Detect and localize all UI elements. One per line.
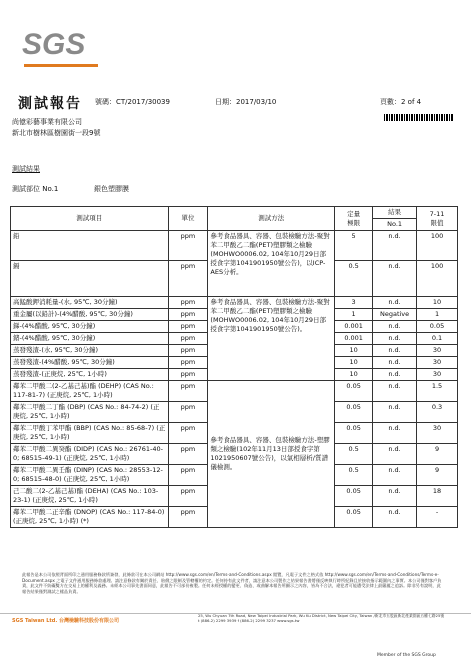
cell-result: n.d.	[373, 507, 417, 528]
report-date	[215, 97, 276, 107]
report-date-label: 日期：	[215, 98, 236, 106]
cell-unit: ppm	[168, 321, 208, 333]
cell-unit: ppm	[168, 369, 208, 381]
cell-result: n.d.	[373, 357, 417, 369]
cell-method-2: 參考食品器具、容器、包裝檢驗方法-聚對苯二甲酸乙二酯(PET)塑膠類之檢驗(MOHWO0006.02, 104年10月29日部授食字第1041901950號公告)。	[208, 297, 335, 381]
header-mdl-line2: 極限	[347, 218, 361, 227]
sgs-logo	[22, 20, 102, 70]
cell-mdl: 0.5	[335, 261, 373, 297]
header-result-line2: No.1	[373, 219, 417, 231]
section-title: 測試結果	[12, 165, 40, 173]
footer-contact: t (886-2) 2299 3939 f (886-2) 2299 3237 www.sgs.tw	[198, 618, 300, 623]
cell-limit: 0.05	[417, 321, 458, 333]
cell-limit: 30	[417, 423, 458, 444]
header-method: 測試方法	[208, 207, 335, 231]
cell-unit: ppm	[168, 486, 208, 507]
part-description: 銀色塑膠膜	[94, 185, 129, 193]
company-address: 新北市樹林區樹園街一段9號	[12, 129, 101, 137]
cell-item: 己二酸二(2-乙基己基)酯 (DEHA) (CAS No.: 103-23-1) (正庚烷, 25℃, 1小時)	[11, 486, 169, 507]
cell-mdl: 0.5	[335, 465, 373, 486]
cell-result: n.d.	[373, 444, 417, 465]
cell-limit: 0.3	[417, 402, 458, 423]
footer-address-block	[198, 613, 444, 623]
cell-method-3: 參考食品器具、容器、包裝檢驗方法-塑膠類之檢驗(102年11月13日部授食字第1021950607號公告)，以氣相層析/質譜儀檢測。	[208, 381, 335, 528]
cell-mdl: 0.05	[335, 381, 373, 402]
cell-item: 鍺-(4%醋酸, 95℃, 30分鐘)	[11, 333, 169, 345]
cell-mdl: 10	[335, 369, 373, 381]
cell-result: n.d.	[373, 333, 417, 345]
cell-unit: ppm	[168, 444, 208, 465]
page-label: 頁數：	[380, 98, 401, 106]
cell-mdl: 0.05	[335, 486, 373, 507]
cell-limit: 0.1	[417, 333, 458, 345]
cell-limit: 100	[417, 261, 458, 297]
report-number	[95, 97, 170, 107]
cell-unit: ppm	[168, 333, 208, 345]
cell-item: 鄰苯二甲酸二異壬酯 (DINP) (CAS No.: 28553-12-0; 68515-48-0) (正庚烷, 25℃, 1小時)	[11, 465, 169, 486]
results-table	[10, 206, 458, 528]
header-limit-line1: 7-11	[429, 209, 445, 218]
table-row	[11, 297, 458, 309]
cell-result: Negative	[373, 309, 417, 321]
cell-item: 鄰苯二甲酸二(2-乙基己基)酯 (DEHP) (CAS No.: 117-81-7) (正庚烷, 25℃, 1小時)	[11, 381, 169, 402]
cell-limit: 10	[417, 297, 458, 309]
cell-limit: 9	[417, 465, 458, 486]
cell-item: 蒸發殘渣-(水, 95℃, 30分鐘)	[11, 345, 169, 357]
cell-method-1: 參考食品器具、容器、包裝檢驗方法-聚對苯二甲酸乙二酯(PET)塑膠類之檢驗(MOHWO0006.02, 104年10月29日部授食字第1041901950號公告)，以ICP-AES分析。	[208, 231, 335, 297]
cell-unit: ppm	[168, 261, 208, 297]
cell-limit: 30	[417, 357, 458, 369]
header-limit	[417, 207, 458, 231]
cell-unit: ppm	[168, 423, 208, 444]
cell-unit: ppm	[168, 465, 208, 486]
cell-result: n.d.	[373, 381, 417, 402]
cell-unit: ppm	[168, 297, 208, 309]
footer-address: 25, Wu Chyuan 7th Road, New Taipei Industrial Park, Wu Ku District, New Taipei City, Taiwan /新北市五股區新北產業園區五權七路25號	[198, 613, 445, 618]
cell-item: 鎘	[11, 261, 169, 297]
cell-unit: ppm	[168, 402, 208, 423]
cell-unit: ppm	[168, 381, 208, 402]
report-no-value: CT/2017/30039	[116, 98, 170, 106]
cell-mdl: 1	[335, 309, 373, 321]
header-mdl-line1: 定量	[347, 209, 361, 218]
cell-limit: 30	[417, 345, 458, 357]
cell-limit: 9	[417, 444, 458, 465]
table-header-row	[11, 207, 458, 219]
cell-result: n.d.	[373, 345, 417, 357]
cell-limit: 1.5	[417, 381, 458, 402]
cell-item: 銻-(4%醋酸, 95℃, 30分鐘)	[11, 321, 169, 333]
report-title: 測試報告	[18, 96, 82, 112]
header-result-line1: 結果	[373, 207, 417, 219]
cell-result: n.d.	[373, 231, 417, 261]
cell-item: 蒸發殘渣-(4%醋酸, 95℃, 30分鐘)	[11, 357, 169, 369]
cell-item: 蒸發殘渣-(正庚烷, 25℃, 1小時)	[11, 369, 169, 381]
table-row	[11, 231, 458, 261]
cell-item: 鄰苯二甲酸丁苯甲酯 (BBP) (CAS No.: 85-68-7) (正庚烷, 25℃, 1小時)	[11, 423, 169, 444]
cell-unit: ppm	[168, 345, 208, 357]
report-no-label: 號碼：	[95, 98, 116, 106]
cell-limit: 18	[417, 486, 458, 507]
header-limit-line2: 限值	[430, 218, 444, 227]
cell-result: n.d.	[373, 261, 417, 297]
page-value: 2 of 4	[401, 98, 422, 106]
cell-item: 高錳酸鉀消耗量-(水, 95℃, 30分鐘)	[11, 297, 169, 309]
cell-item: 鄰苯二甲酸二丁酯 (DBP) (CAS No.: 84-74-2) (正庚烷, 25℃, 1小時)	[11, 402, 169, 423]
cell-mdl: 0.5	[335, 444, 373, 465]
cell-result: n.d.	[373, 402, 417, 423]
barcode	[384, 114, 454, 121]
logo-text: SGS	[22, 28, 86, 61]
cell-mdl: 10	[335, 357, 373, 369]
cell-mdl: 10	[335, 345, 373, 357]
cell-limit: 100	[417, 231, 458, 261]
cell-unit: ppm	[168, 507, 208, 528]
cell-limit: 30	[417, 369, 458, 381]
footer-company: SGS Taiwan Ltd. 台灣檢驗科技股份有限公司	[12, 618, 119, 624]
cell-limit: -	[417, 507, 458, 528]
cell-item: 重金屬(以鉛計)-(4%醋酸, 95℃, 30分鐘)	[11, 309, 169, 321]
cell-result: n.d.	[373, 297, 417, 309]
cell-mdl: 5	[335, 231, 373, 261]
cell-unit: ppm	[168, 309, 208, 321]
page-indicator	[380, 97, 421, 107]
logo-underline	[24, 64, 98, 67]
cell-mdl: 0.05	[335, 423, 373, 444]
cell-unit: ppm	[168, 357, 208, 369]
report-date-value: 2017/03/10	[236, 98, 277, 106]
cell-mdl: 0.05	[335, 507, 373, 528]
cell-result: n.d.	[373, 423, 417, 444]
header-mdl	[335, 207, 373, 231]
disclaimer-text: 此報告是本公司依照背面所印之通用服務條款所簽發，此條款可在本公司網站 http://www.sgs.com/en/Terms-and-Conditions.aspx 閱覽，凡電子文件之格式依 http://www.sgs.com/en/Terms-and-Conditions/Terms-e-Document.aspx 之電子文件通用服務條款處理。請注意條款有關於責任、賠償之限制及管轄權的約定。任何持有此文件者，請注意本公司製作之結果報告書將僅反映執行時所紀錄且於接收指示範圍內之事實。本公司僅對客戶負責，此文件不妨礙雙方在交易上的權利及義務。未經本公司事先書面同意，此報告不可部份複製。任何未經授權的變更、偽造、或曲解本報告所顯示之內容，皆為不合法，違犯者可能遭受法律上最嚴厲之追訴。除非另有說明，此報告結果僅對測試之樣品負責。	[22, 572, 442, 594]
cell-result: n.d.	[373, 465, 417, 486]
cell-mdl: 0.001	[335, 321, 373, 333]
cell-result: n.d.	[373, 486, 417, 507]
cell-item: 鄰苯二甲酸二正辛酯 (DNOP) (CAS No.: 117-84-0) (正庚烷, 25℃, 1小時) (*)	[11, 507, 169, 528]
header-item: 測試項目	[11, 207, 169, 231]
header-unit: 單位	[168, 207, 208, 231]
cell-mdl: 0.05	[335, 402, 373, 423]
cell-result: n.d.	[373, 369, 417, 381]
company-name: 尚億彩藝事業有限公司	[12, 118, 82, 126]
cell-mdl: 0.001	[335, 333, 373, 345]
cell-limit: 1	[417, 309, 458, 321]
footer-member: Member of the SGS Group	[377, 653, 436, 658]
table-row	[11, 381, 458, 402]
cell-mdl: 3	[335, 297, 373, 309]
part-label: 測試部位 No.1	[12, 185, 59, 193]
cell-item: 鄰苯二甲酸二異癸酯 (DIDP) (CAS No.: 26761-40-0; 68515-49-1) (正庚烷, 25℃, 1小時)	[11, 444, 169, 465]
cell-result: n.d.	[373, 321, 417, 333]
cell-item: 鉛	[11, 231, 169, 261]
cell-unit: ppm	[168, 231, 208, 261]
